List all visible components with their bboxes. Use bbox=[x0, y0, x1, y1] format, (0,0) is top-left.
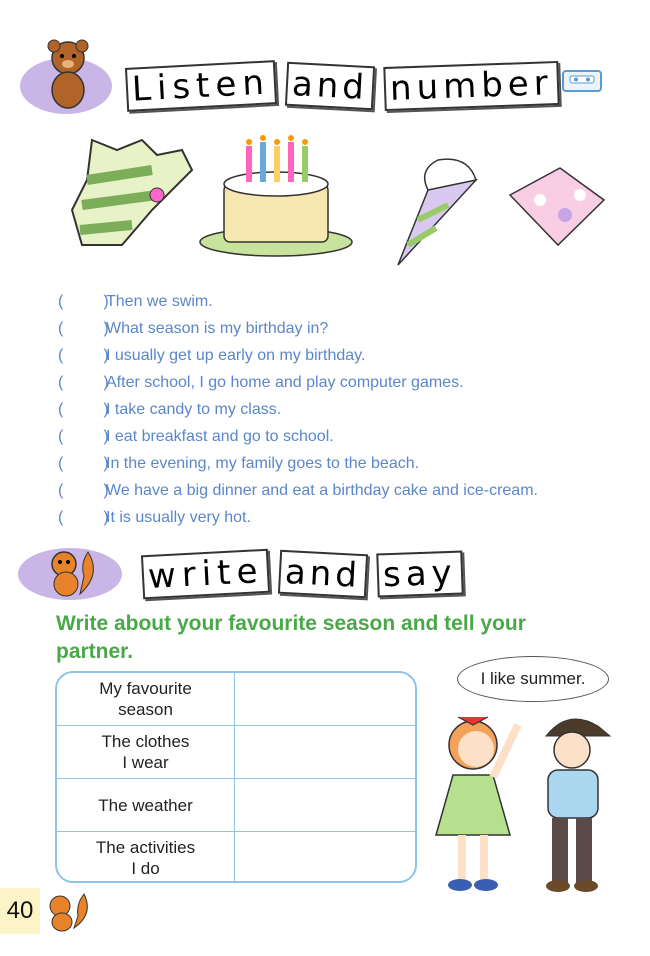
answer-cell[interactable] bbox=[235, 779, 415, 831]
sentence-text: I eat breakfast and go to school. bbox=[106, 427, 334, 445]
list-item bbox=[58, 315, 538, 342]
sentence-text: After school, I go home and play computer games. bbox=[106, 373, 464, 391]
title-word-and: and bbox=[278, 550, 368, 599]
squirrel-mascot-icon bbox=[40, 544, 102, 600]
sentence-text: What season is my birthday in? bbox=[106, 319, 329, 337]
title-word-write: write bbox=[141, 549, 271, 600]
row-label: The weather bbox=[57, 779, 235, 831]
ice-cream-picture bbox=[388, 150, 484, 270]
boy-character-picture bbox=[528, 708, 618, 900]
girl-character-picture bbox=[428, 705, 528, 905]
list-item bbox=[58, 423, 538, 450]
number-blank[interactable]: ( ) bbox=[58, 400, 109, 418]
row-label: My favourite season bbox=[57, 673, 235, 725]
number-blank[interactable]: ( ) bbox=[58, 319, 109, 337]
list-item bbox=[58, 288, 538, 315]
title-word-listen: Listen bbox=[125, 60, 277, 112]
list-item bbox=[58, 504, 538, 531]
swimsuit-picture bbox=[62, 130, 202, 250]
title-word-and: and bbox=[285, 62, 375, 111]
birthday-cake-picture bbox=[196, 134, 356, 260]
number-blank[interactable]: ( ) bbox=[58, 427, 109, 445]
table-row bbox=[57, 673, 415, 726]
list-item bbox=[58, 477, 538, 504]
table-row bbox=[57, 832, 415, 883]
number-list bbox=[58, 288, 538, 531]
list-item bbox=[58, 342, 538, 369]
bear-mascot-icon bbox=[38, 38, 98, 110]
title-word-say: say bbox=[377, 551, 464, 598]
write-and-say-title bbox=[142, 552, 463, 596]
sentence-text: We have a big dinner and eat a birthday cake and ice-cream. bbox=[106, 481, 538, 499]
number-blank[interactable]: ( ) bbox=[58, 346, 109, 364]
listen-and-number-title bbox=[126, 64, 559, 108]
speech-bubble: I like summer. bbox=[457, 656, 609, 702]
sentence-text: In the evening, my family goes to the beach. bbox=[106, 454, 420, 472]
table-row bbox=[57, 726, 415, 779]
table-row bbox=[57, 779, 415, 832]
number-blank[interactable]: ( ) bbox=[58, 454, 109, 472]
sentence-text: I take candy to my class. bbox=[106, 400, 282, 418]
list-item bbox=[58, 369, 538, 396]
row-label: The clothes I wear bbox=[57, 726, 235, 778]
answer-cell[interactable] bbox=[235, 832, 415, 883]
row-label: The activities I do bbox=[57, 832, 235, 883]
number-blank[interactable]: ( ) bbox=[58, 292, 109, 310]
answer-cell[interactable] bbox=[235, 726, 415, 778]
number-blank[interactable]: ( ) bbox=[58, 481, 109, 499]
answer-cell[interactable] bbox=[235, 673, 415, 725]
number-blank[interactable]: ( ) bbox=[58, 373, 109, 391]
cassette-tape-icon[interactable] bbox=[562, 70, 602, 92]
sentence-text: Then we swim. bbox=[106, 292, 213, 310]
number-blank[interactable]: ( ) bbox=[58, 508, 109, 526]
season-table bbox=[55, 671, 417, 883]
squirrel-footer-icon bbox=[42, 888, 94, 934]
list-item bbox=[58, 450, 538, 477]
page-number: 40 bbox=[0, 888, 40, 934]
sentence-text: I usually get up early on my birthday. bbox=[106, 346, 366, 364]
list-item bbox=[58, 396, 538, 423]
instruction-text: Write about your favourite season and tell your partner. bbox=[56, 612, 526, 663]
sentence-text: It is usually very hot. bbox=[106, 508, 251, 526]
title-word-number: number bbox=[383, 61, 559, 111]
candy-bag-picture bbox=[500, 160, 610, 250]
